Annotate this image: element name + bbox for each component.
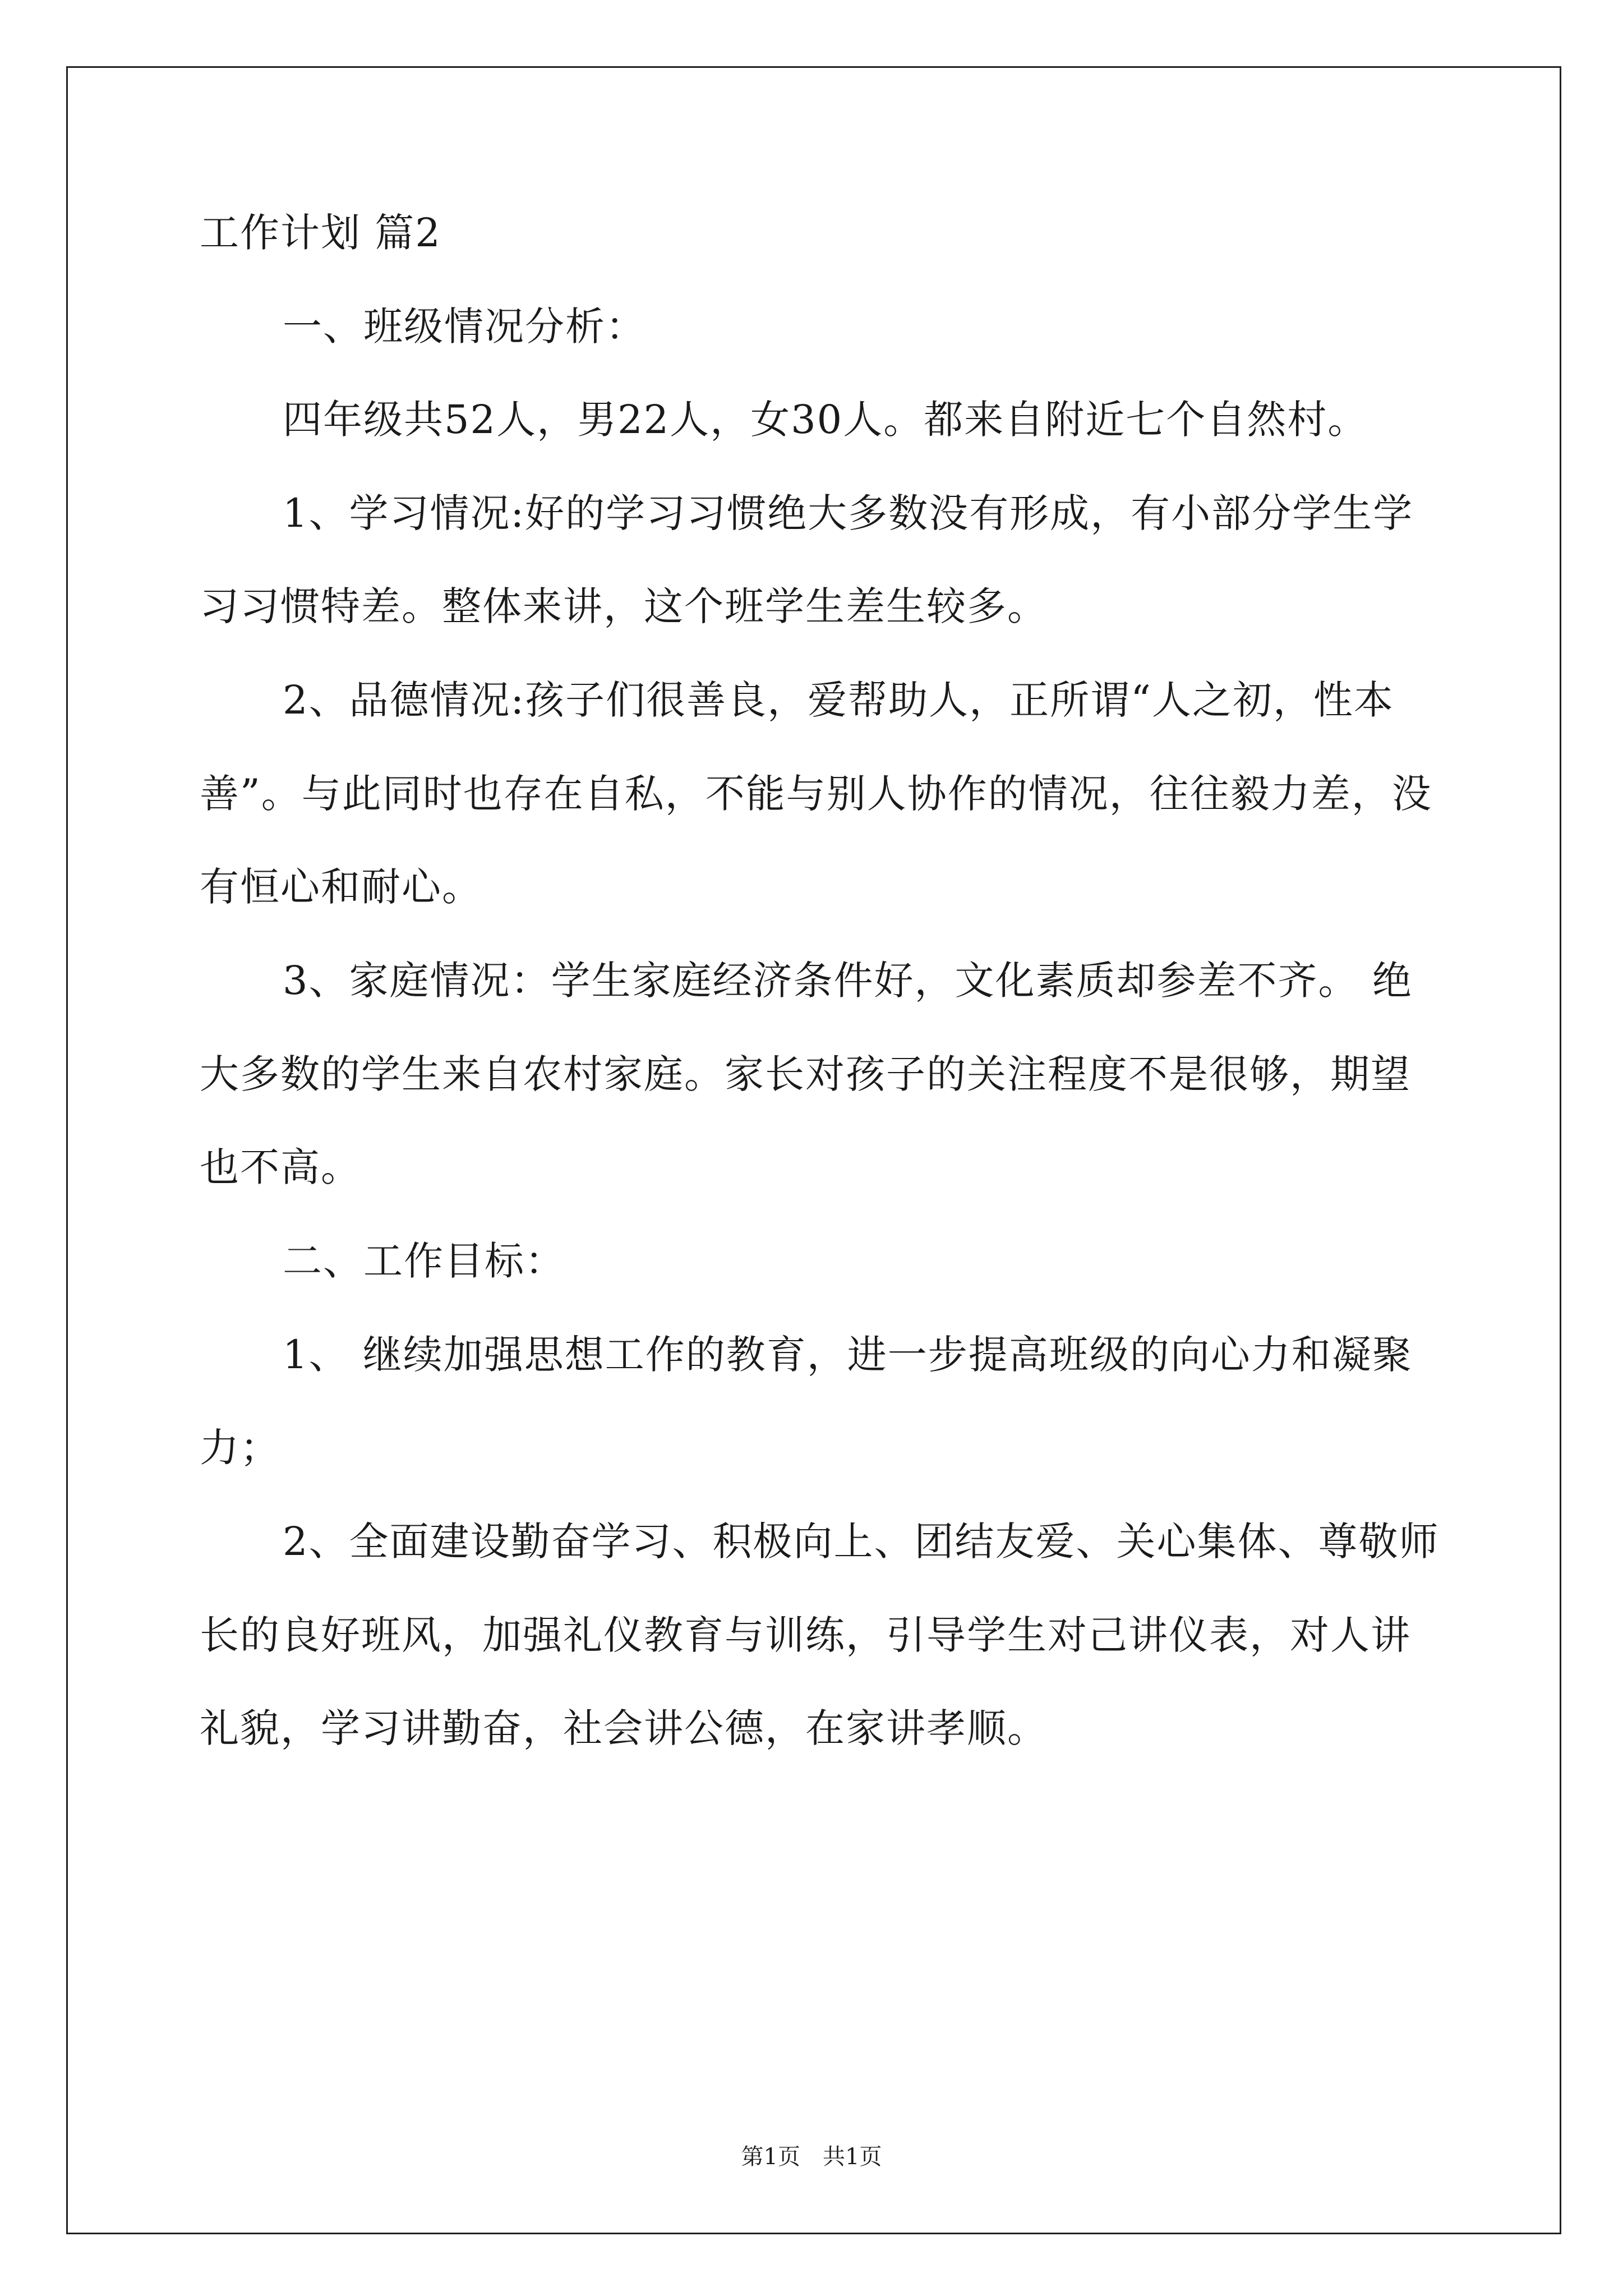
- paragraph-goal-2-line-3: 礼貌，学习讲勤奋，社会讲公德，在家讲孝顺。: [200, 1705, 1048, 1751]
- paragraph-study-line-2: 习习惯特差。整体来讲，这个班学生差生较多。: [200, 583, 1048, 629]
- document-title: 工作计划 篇2: [200, 210, 441, 256]
- paragraph-morality-line-2: 善”。与此同时也存在自私，不能与别人协作的情况，往往毅力差，没: [200, 771, 1432, 817]
- paragraph-family-line-1: 3、家庭情况：学生家庭经济条件好，文化素质却参差不齐。 绝: [283, 958, 1413, 1004]
- page-number-footer: 第1页 共1页: [741, 2144, 882, 2170]
- paragraph-goal-2-line-1: 2、全面建设勤奋学习、积极向上、团结友爱、关心集体、尊敬师: [283, 1519, 1440, 1565]
- section-heading-class-analysis: 一、班级情况分析：: [283, 303, 646, 349]
- paragraph-family-line-2: 大多数的学生来自农村家庭。家长对孩子的关注程度不是很够，期望: [200, 1051, 1411, 1097]
- paragraph-study-line-1: 1、学习情况:好的学习习惯绝大多数没有形成，有小部分学生学: [283, 490, 1414, 536]
- paragraph-morality-line-3: 有恒心和耐心。: [200, 864, 482, 910]
- paragraph-class-size: 四年级共52人，男22人，女30人。都来自附近七个自然村。: [283, 397, 1368, 443]
- section-heading-work-goals: 二、工作目标：: [283, 1238, 565, 1284]
- paragraph-goal-1-line-1: 1、 继续加强思想工作的教育，进一步提高班级的向心力和凝聚: [283, 1332, 1413, 1378]
- paragraph-morality-line-1: 2、品德情况:孩子们很善良，爱帮助人，正所谓“人之初，性本: [283, 677, 1394, 723]
- paragraph-family-line-3: 也不高。: [200, 1144, 361, 1190]
- paragraph-goal-2-line-2: 长的良好班风，加强礼仪教育与训练，引导学生对己讲仪表，对人讲: [200, 1612, 1411, 1658]
- paragraph-goal-1-line-2: 力；: [200, 1425, 280, 1471]
